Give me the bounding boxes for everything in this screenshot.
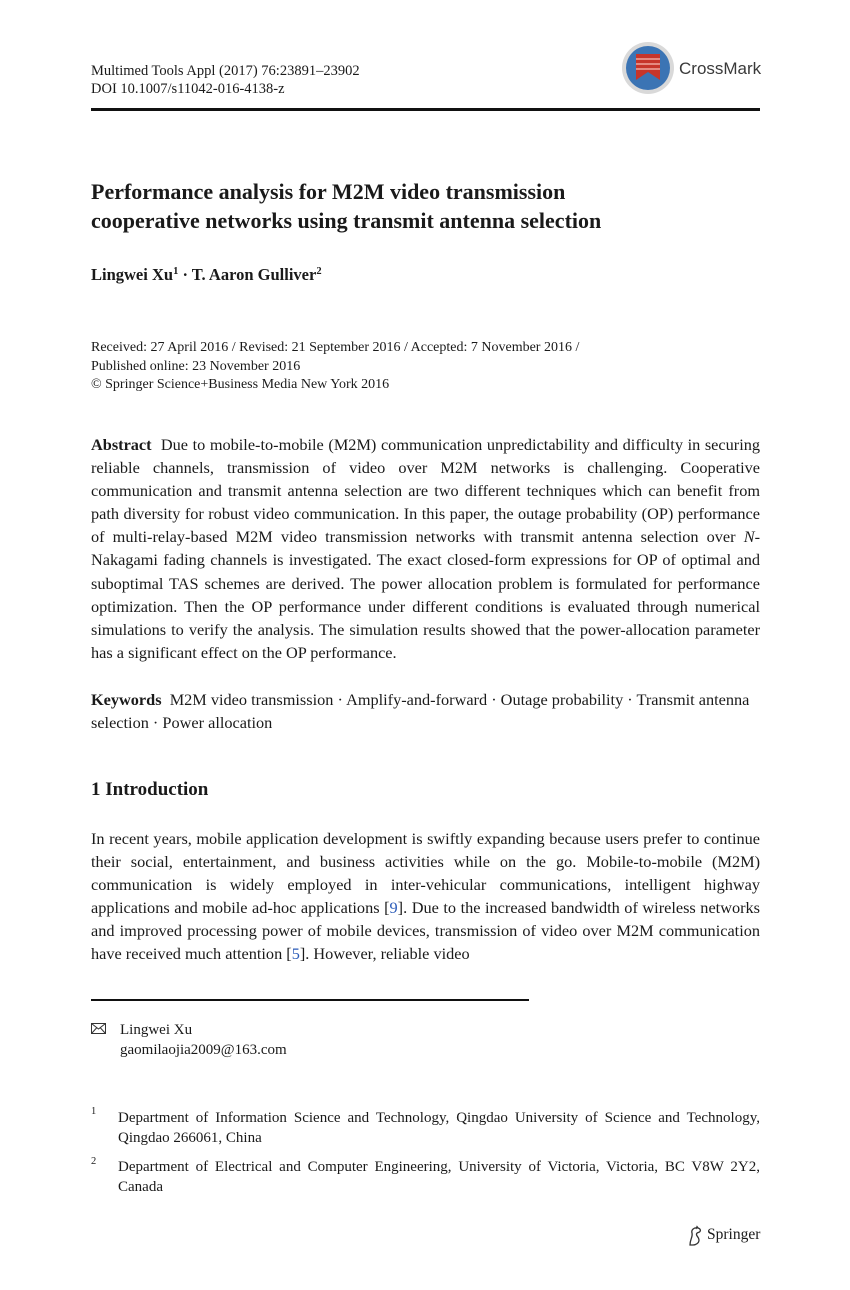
introduction-paragraph — [91, 827, 760, 966]
abstract-italic-n: N — [743, 527, 755, 547]
journal-doi[interactable]: DOI 10.1007/s11042-016-4138-z — [91, 81, 285, 97]
journal-volume: Multimed Tools Appl (2017) 76:23891–23902 — [91, 63, 360, 79]
section-heading-introduction: 1 Introduction — [91, 779, 209, 800]
intro-text-2: ]. Due to the increased bandwidth of wireless networks and improved processing power of mobile devices, transmission of video over M2M communication have received much attention [ — [91, 898, 760, 964]
paper-title — [91, 177, 751, 235]
title-line-1: Performance analysis for M2M video transmission — [91, 179, 566, 204]
abstract-label: Abstract — [91, 435, 152, 454]
intro-text-1: In recent years, mobile application development is swiftly expanding because users prefer to continue their social, entertainment, and business activities while on the go. Mobile-to-mobile (M2M) communication is widely employed in inter-vehicular communications, intelligent highway applications and mobile ad-hoc applications [ — [91, 829, 760, 918]
envelope-icon — [91, 1023, 106, 1034]
footnote-rule — [91, 999, 529, 1001]
author-2-affiliation: 2 — [316, 266, 322, 277]
affiliation-2: Department of Electrical and Computer Engineering, University of Victoria, Victoria, BC V8W 2Y2, Canada — [118, 1159, 760, 1195]
citation-link-9[interactable]: 9 — [389, 898, 398, 918]
citation-link-5[interactable]: 5 — [291, 944, 300, 964]
dates-line-1: Received: 27 April 2016 / Revised: 21 September 2016 / Accepted: 7 November 2016 / — [91, 340, 580, 355]
author-1-affiliation: 1 — [173, 266, 179, 277]
dates-line-2: Published online: 23 November 2016 — [91, 358, 301, 374]
publication-dates — [91, 339, 751, 395]
abstract-text-1: Due to mobile-to-mobile (M2M) communication unpredictability and difficulty in securing reliable channels, transmission of video over M2M networks is challenging. Cooperative communication and transmit antenna selection are two different techniques which can benefit from path diversity for robust video communication. In this paper, the outage probability (OP) performance of multi-relay-based M2M video transmission networks with transmit antenna selection over — [91, 435, 761, 547]
intro-text-3: ]. However, reliable video — [299, 944, 470, 964]
keywords-label: Keywords — [91, 690, 162, 709]
keywords-text: M2M video transmission · Amplify-and-forward · Outage probability · Transmit antenna selection · Power allocation — [91, 690, 750, 733]
corresponding-author — [120, 1020, 287, 1060]
header-rule — [91, 108, 760, 111]
springer-horse-icon — [684, 1225, 706, 1247]
affiliation-1: Department of Information Science and Technology, Qingdao University of Science and Technology, Qingdao 266061, China — [118, 1110, 760, 1146]
author-separator: · — [178, 265, 192, 284]
keywords — [91, 688, 760, 734]
author-2[interactable]: T. Aaron Gulliver — [191, 265, 317, 284]
author-1[interactable]: Lingwei Xu — [91, 265, 174, 284]
crossmark-icon — [620, 40, 676, 96]
copyright-line: © Springer Science+Business Media New York 2016 — [91, 377, 390, 392]
abstract — [91, 433, 760, 664]
author-list — [91, 265, 322, 285]
journal-citation — [91, 62, 360, 98]
corresponding-author-name: Lingwei Xu — [120, 1022, 193, 1038]
affiliation-2-number: 2 — [91, 1156, 97, 1167]
abstract-text-2: -Nakagami fading channels is investigated. The exact closed-form expressions for OP of optimal and suboptimal TAS schemes are derived. The power allocation problem is formulated for performance optimization. Then the OP performance under different conditions is evaluated through numerical simulations to verify the analysis. The simulation results showed that the power-allocation parameter has a significant effect on the OP performance. — [91, 527, 760, 662]
corresponding-author-email[interactable]: gaomilaojia2009@163.com — [120, 1042, 287, 1058]
crossmark-label[interactable]: CrossMark — [679, 59, 762, 78]
affiliation-1-number: 1 — [91, 1106, 97, 1117]
springer-wordmark: Springer — [707, 1226, 761, 1243]
title-line-2: cooperative networks using transmit antenna selection — [91, 208, 602, 233]
